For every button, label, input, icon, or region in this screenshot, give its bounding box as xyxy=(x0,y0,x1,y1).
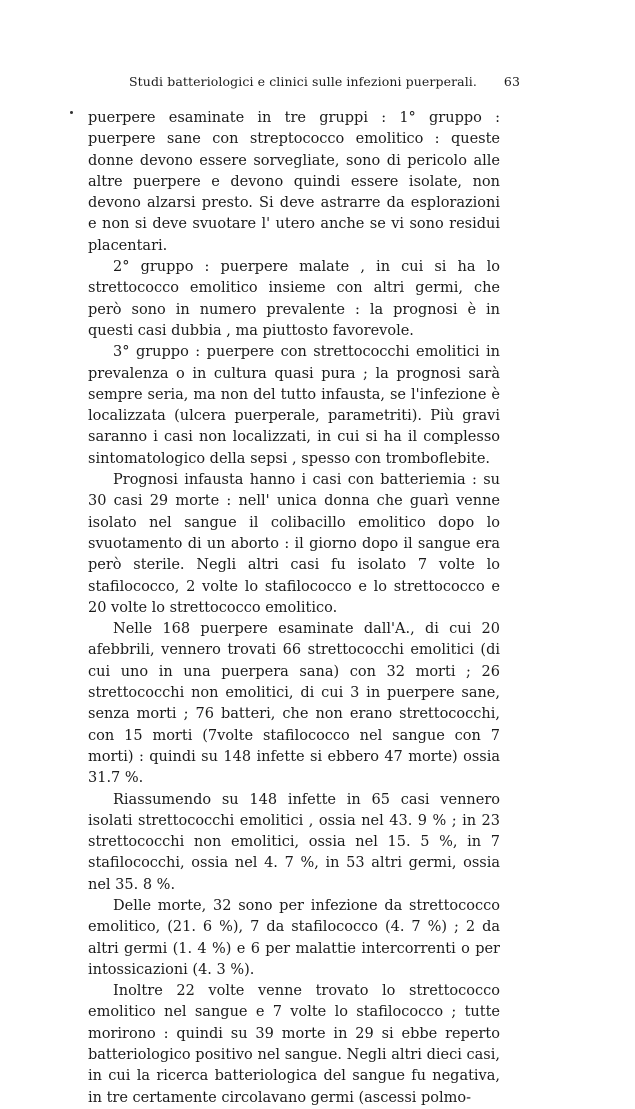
paragraph: Delle morte, 32 sono per infezione da strettococco emolitico, (21. 6 %), 7 da stafilococco (4. 7 %) ; 2 da altri germi (1. 4 %) e 6 per malattie intercorrenti o per intossicazioni (4. 3 %). xyxy=(88,897,500,978)
paragraph: 3° gruppo : puerpere con strettococchi emolitici in prevalenza o in cultura quasi pura ; la prognosi sarà sempre seria, ma non del tutto infausta, se l'infezione è localizzata (ulcera puerperale, parametriti). Più gravi saranno i casi non localizzati, in cui si ha il complesso sintomatologico della sepsi , spesso con tromboflebite. xyxy=(88,344,500,467)
margin-mark xyxy=(70,111,73,114)
paragraph: 2° gruppo : puerpere malate , in cui si ha lo strettococco emolitico insieme con altri germi, che però sono in numero prevalente : la prognosi è in questi casi dubbia , ma piuttosto favorevole. xyxy=(88,259,500,339)
paragraph: Nelle 168 puerpere esaminate dall'A., di cui 20 afebbrili, vennero trovati 66 strettococchi emolitici (di cui uno in una puerpera sana) con 32 morti ; 26 strettococchi non emolitici, di cui 3 in puerpere sane, senza morti ; 76 batteri, che non erano strettococchi, con 15 morti (7volte stafilococco nel sangue con 7 morti) : quindi su 148 infette si ebbero 47 morte) ossia 31.7 %. xyxy=(88,621,500,787)
paragraph: Inoltre 22 volte venne trovato lo strettococco emolitico nel sangue e 7 volte lo stafilococco ; tutte morirono : quindi su 39 morte in 29 si ebbe reperto batteriologico positivo nel sangue. Negli altri dieci casi, in cui la ricerca batteriologica del sangue fu negativa, in tre certamente circolavano germi (ascessi polmo- xyxy=(88,983,500,1106)
page-number: 63 xyxy=(503,74,520,89)
paragraph: puerpere esaminate in tre gruppi : 1° gruppo : puerpere sane con streptococco emolitico : queste donne devono essere sorvegliate, sono di pericolo alle altre puerpere e devono quindi essere isolate, non devono alzarsi presto. Si deve astrarre da esplorazioni e non si deve svuotare l' utero anche se vi sono residui placentari. xyxy=(88,110,500,254)
running-head-title: Studi batteriologici e clinici sulle infezioni puerperali. xyxy=(129,74,477,89)
body-text xyxy=(88,108,500,1109)
paragraph: Prognosi infausta hanno i casi con batteriemia : su 30 casi 29 morte : nell' unica donna che guarì venne isolato nel sangue il colibacillo emolitico dopo lo svuotamento di un aborto : il giorno dopo il sangue era però sterile. Negli altri casi fu isolato 7 volte lo stafilococco, 2 volte lo stafilococco e lo strettococco e 20 volte lo strettococco emolitico. xyxy=(88,472,500,616)
paragraph: Riassumendo su 148 infette in 65 casi vennero isolati strettococchi emolitici , ossia nel 43. 9 % ; in 23 strettococchi non emolitici, ossia nel 15. 5 %, in 7 stafilococchi, ossia nel 4. 7 %, in 53 altri germi, ossia nel 35. 8 %. xyxy=(88,791,500,893)
